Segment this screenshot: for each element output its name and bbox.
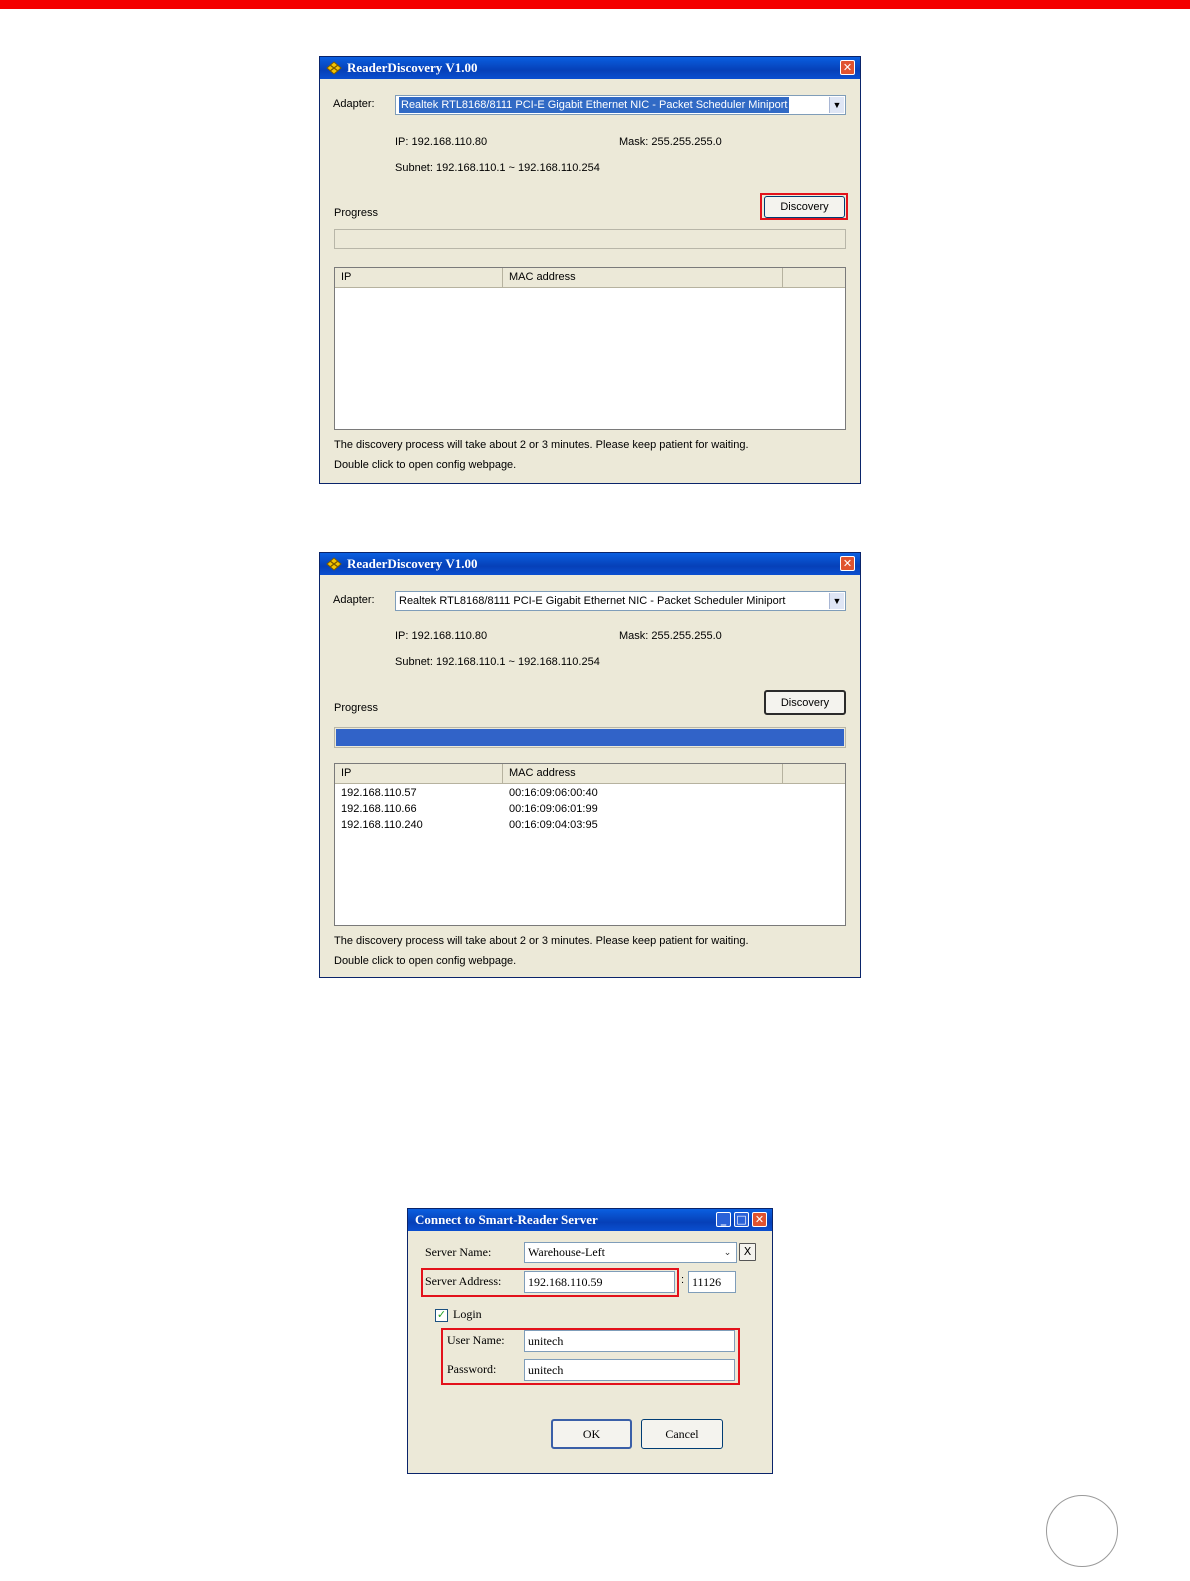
- title-bar[interactable]: [408, 1209, 772, 1231]
- subnet-text: Subnet: 192.168.110.1 ~ 192.168.110.254: [395, 162, 600, 174]
- discovery-note: The discovery process will take about 2 or 3 minutes. Please keep patient for waiting.: [334, 935, 749, 947]
- adapter-selected-value: Realtek RTL8168/8111 PCI-E Gigabit Ethernet NIC - Packet Scheduler Miniport: [401, 99, 788, 111]
- server-address-input[interactable]: 192.168.110.59: [524, 1271, 675, 1293]
- credentials-highlight: [441, 1328, 740, 1385]
- mask-text: Mask: 255.255.255.0: [619, 630, 722, 642]
- ok-button[interactable]: OK: [551, 1419, 632, 1449]
- column-mac[interactable]: MAC address: [503, 268, 783, 287]
- login-label: Login: [453, 1307, 482, 1321]
- device-list[interactable]: [334, 267, 846, 430]
- device-ip: 192.168.110.240: [341, 819, 423, 831]
- double-click-note: Double click to open config webpage.: [334, 955, 517, 967]
- reader-discovery-window-results: [319, 552, 861, 978]
- page-number-badge: [1046, 1495, 1118, 1567]
- server-name-label: Server Name:: [425, 1245, 492, 1259]
- server-name-value: Warehouse-Left: [528, 1245, 605, 1259]
- chevron-down-icon[interactable]: ▼: [829, 593, 844, 609]
- close-icon[interactable]: ✕: [752, 1212, 767, 1227]
- chevron-down-icon[interactable]: ⌄: [720, 1244, 735, 1260]
- server-address-highlight: [421, 1268, 679, 1297]
- connect-server-dialog: [407, 1208, 773, 1474]
- list-header: [335, 268, 845, 288]
- device-list[interactable]: [334, 763, 846, 926]
- list-item[interactable]: [335, 817, 845, 833]
- login-checkbox[interactable]: ✓: [436, 1309, 447, 1321]
- adapter-select[interactable]: [395, 95, 846, 115]
- column-spare: [783, 268, 846, 287]
- window-title: ReaderDiscovery V1.00: [347, 556, 478, 571]
- chevron-down-icon[interactable]: ▼: [829, 97, 844, 113]
- progress-bar: [334, 727, 846, 748]
- adapter-selected-value: Realtek RTL8168/8111 PCI-E Gigabit Ethernet NIC - Packet Scheduler Miniport: [399, 595, 786, 607]
- list-item[interactable]: [335, 785, 845, 801]
- adapter-select[interactable]: [395, 591, 846, 611]
- adapter-label: Adapter:: [333, 594, 375, 606]
- remove-server-button[interactable]: X: [739, 1243, 756, 1261]
- server-address-label: Server Address:: [425, 1274, 502, 1288]
- reader-icon: [326, 557, 342, 571]
- discovery-button[interactable]: Discovery: [764, 196, 845, 218]
- title-bar[interactable]: [320, 57, 860, 79]
- password-input[interactable]: unitech: [524, 1359, 735, 1381]
- device-ip: 192.168.110.66: [341, 803, 417, 815]
- device-mac: 00:16:09:04:03:95: [509, 819, 598, 831]
- discovery-button[interactable]: Discovery: [764, 690, 846, 715]
- column-mac[interactable]: MAC address: [503, 764, 783, 783]
- maximize-icon[interactable]: □: [734, 1212, 749, 1227]
- close-icon[interactable]: ✕: [840, 556, 855, 571]
- dialog-title: Connect to Smart-Reader Server: [415, 1212, 598, 1227]
- cancel-button[interactable]: Cancel: [641, 1419, 723, 1449]
- adapter-label: Adapter:: [333, 98, 375, 110]
- subnet-text: Subnet: 192.168.110.1 ~ 192.168.110.254: [395, 656, 600, 668]
- column-ip[interactable]: IP: [335, 268, 503, 287]
- device-ip: 192.168.110.57: [341, 787, 417, 799]
- reader-discovery-window-initial: [319, 56, 861, 484]
- port-input[interactable]: 11126: [688, 1271, 736, 1293]
- window-title: ReaderDiscovery V1.00: [347, 60, 478, 75]
- progress-bar: [334, 229, 846, 249]
- progress-label: Progress: [334, 207, 379, 219]
- double-click-note: Double click to open config webpage.: [334, 459, 517, 471]
- list-header: [335, 764, 845, 784]
- progress-label: Progress: [334, 702, 379, 714]
- ip-text: IP: 192.168.110.80: [395, 136, 488, 148]
- ip-text: IP: 192.168.110.80: [395, 630, 488, 642]
- discovery-note: The discovery process will take about 2 or 3 minutes. Please keep patient for waiting.: [334, 439, 749, 451]
- page-header-bar: [0, 0, 1190, 9]
- column-spare: [783, 764, 846, 783]
- minimize-icon[interactable]: _: [716, 1212, 731, 1227]
- progress-fill: [336, 729, 844, 746]
- close-icon[interactable]: ✕: [840, 60, 855, 75]
- port-separator: :: [681, 1274, 685, 1286]
- username-input[interactable]: unitech: [524, 1330, 735, 1352]
- server-name-select[interactable]: [524, 1242, 737, 1263]
- mask-text: Mask: 255.255.255.0: [619, 136, 722, 148]
- username-label: User Name:: [447, 1333, 505, 1347]
- discovery-highlight: [760, 193, 848, 220]
- reader-icon: [326, 61, 342, 75]
- device-mac: 00:16:09:06:01:99: [509, 803, 598, 815]
- column-ip[interactable]: IP: [335, 764, 503, 783]
- device-mac: 00:16:09:06:00:40: [509, 787, 598, 799]
- password-label: Password:: [447, 1362, 497, 1376]
- list-item[interactable]: [335, 801, 845, 817]
- title-bar[interactable]: [320, 553, 860, 575]
